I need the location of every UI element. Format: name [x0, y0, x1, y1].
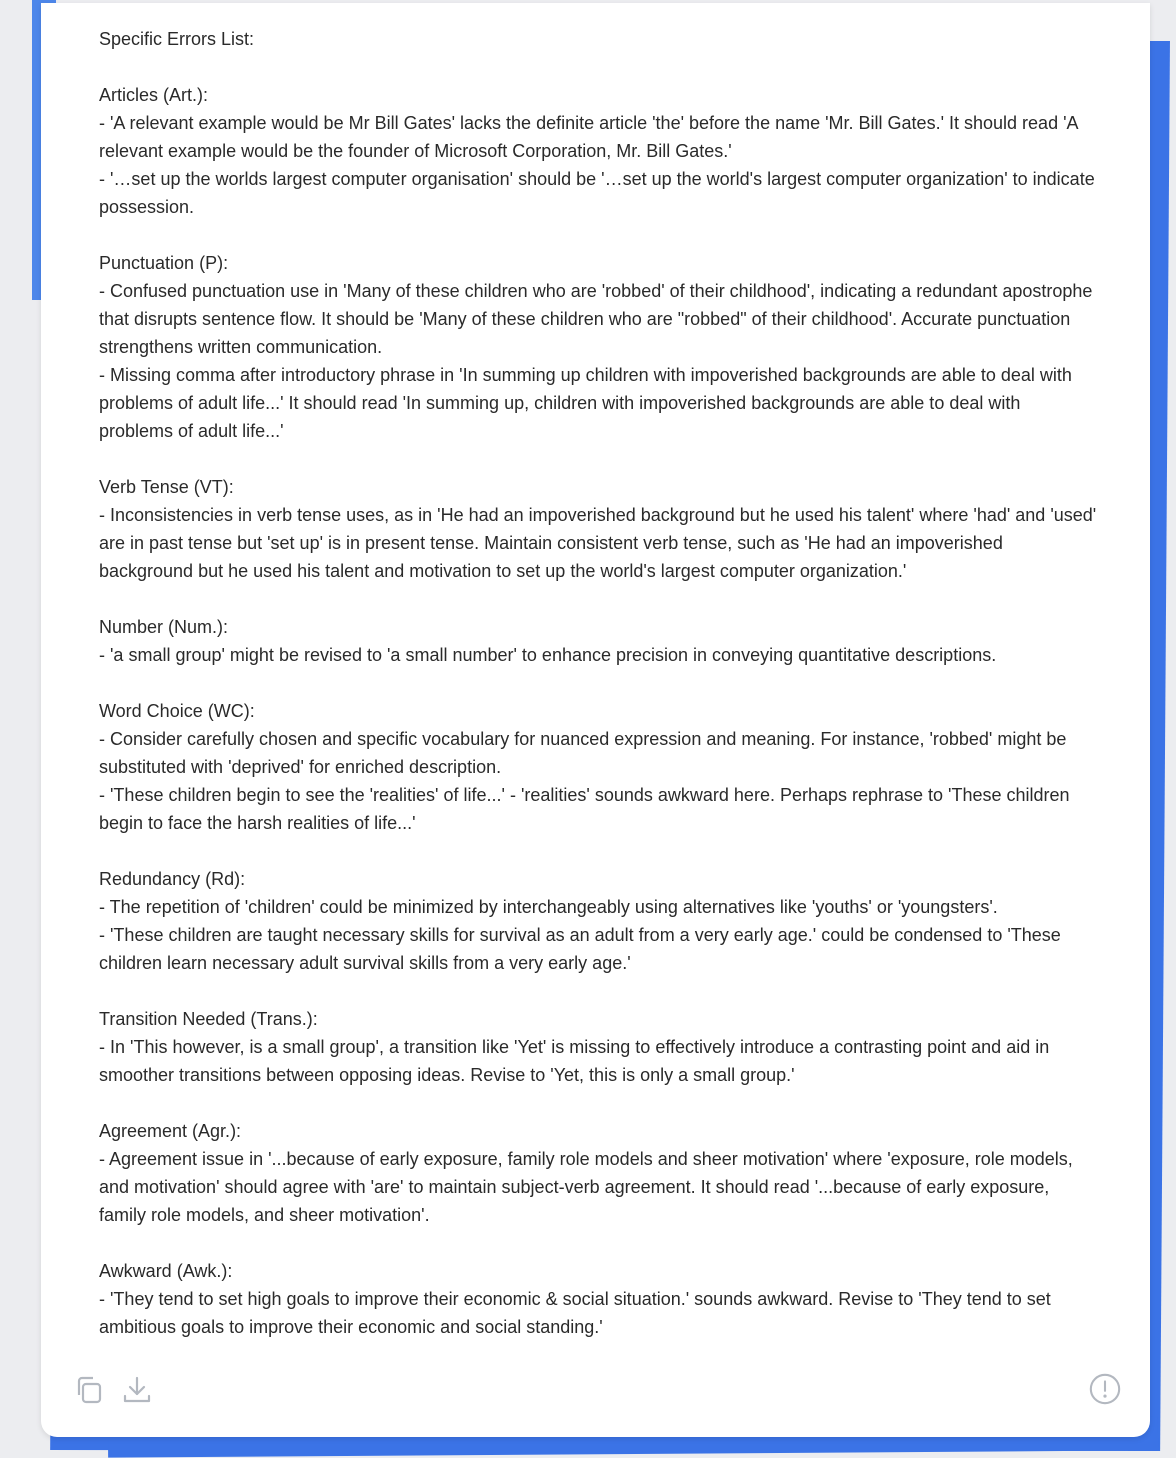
section-heading: Punctuation (P):: [99, 253, 229, 273]
download-button[interactable]: [120, 1373, 154, 1407]
error-section-transition: [99, 1005, 1099, 1089]
error-section-redundancy: [99, 865, 1099, 977]
section-heading: Word Choice (WC):: [99, 701, 255, 721]
section-line: - In 'This however, is a small group', a transition like 'Yet' is missing to effectively introduce a contrasting point and aid in smoother transitions between opposing ideas. Revise to 'Yet, this is only a small group.': [99, 1037, 1050, 1085]
message-actions-right: [1088, 1372, 1122, 1406]
error-section-agreement: [99, 1117, 1099, 1229]
download-icon: [121, 1374, 153, 1406]
error-section-number: [99, 613, 1099, 669]
section-line: - 'a small group' might be revised to 'a small number' to enhance precision in conveying quantitative descriptions.: [99, 645, 997, 665]
error-section-punctuation: [99, 249, 1099, 445]
section-line: - Inconsistencies in verb tense uses, as in 'He had an impoverished background but he used his talent' where 'had' and 'used' are in past tense but 'set up' is in present tense. Maintain consistent verb tense, such as 'He had an impoverished background but he used his talent and motivation to set up the world's largest computer organization.': [99, 505, 1097, 581]
section-heading: Redundancy (Rd):: [99, 869, 246, 889]
error-section-verb-tense: [99, 473, 1099, 585]
section-line: - 'They tend to set high goals to improve their economic & social situation.' sounds awkward. Revise to 'They tend to set ambitious goals to improve their economic and social standing.': [99, 1289, 1051, 1337]
copy-button[interactable]: [72, 1373, 106, 1407]
section-heading: Transition Needed (Trans.):: [99, 1009, 318, 1029]
section-heading: Number (Num.):: [99, 617, 229, 637]
message-card: [41, 3, 1150, 1437]
error-section-awkward: [99, 1257, 1099, 1341]
section-heading: Articles (Art.):: [99, 85, 209, 105]
section-line: - The repetition of 'children' could be minimized by interchangeably using alternatives like 'youths' or 'youngsters'.: [99, 897, 998, 917]
copy-icon: [73, 1374, 105, 1406]
section-line: - Missing comma after introductory phrase in 'In summing up children with impoverished backgrounds are able to deal with problems of adult life...' It should read 'In summing up, children with impoverished backgrounds are able to deal with problems of adult life...': [99, 365, 1072, 441]
section-line: - Agreement issue in '...because of early exposure, family role models and sheer motivation' where 'exposure, role models, and motivation' should agree with 'are' to maintain subject-verb agreement. It should read '...because of early exposure, family role models, and sheer motivation'.: [99, 1149, 1073, 1225]
error-section-word-choice: [99, 697, 1099, 837]
section-heading: Awkward (Awk.):: [99, 1261, 233, 1281]
message-title: Specific Errors List:: [99, 29, 255, 49]
section-line: - 'A relevant example would be Mr Bill Gates' lacks the definite article 'the' before the name 'Mr. Bill Gates.' It should read 'A relevant example would be the founder of Microsoft Corporation, Mr. Bill Gates.': [99, 113, 1078, 161]
section-heading: Agreement (Agr.):: [99, 1121, 242, 1141]
section-line: - '…set up the worlds largest computer organisation' should be '…set up the world's largest computer organization' to indicate possession.: [99, 169, 1095, 217]
message-content: [99, 25, 1099, 1369]
section-line: - 'These children begin to see the 'realities' of life...' - 'realities' sounds awkward here. Perhaps rephrase to 'These children begin to face the harsh realities of life...': [99, 785, 1070, 833]
section-line: - Confused punctuation use in 'Many of these children who are 'robbed' of their childhood', indicating a redundant apostrophe that disrupts sentence flow. It should be 'Many of these children who are "robbed" of their childhood'. Accurate punctuation strengthens written communication.: [99, 281, 1093, 357]
alert-circle-icon: [1088, 1371, 1122, 1407]
message-actions: [72, 1373, 154, 1407]
section-heading: Verb Tense (VT):: [99, 477, 234, 497]
section-line: - Consider carefully chosen and specific vocabulary for nuanced expression and meaning. For instance, 'robbed' might be substituted with 'deprived' for enriched description.: [99, 729, 1067, 777]
section-line: - 'These children are taught necessary skills for survival as an adult from a very early age.' could be condensed to 'These children learn necessary adult survival skills from a very early age.': [99, 925, 1061, 973]
report-button[interactable]: [1088, 1372, 1122, 1406]
error-section-articles: [99, 81, 1099, 221]
